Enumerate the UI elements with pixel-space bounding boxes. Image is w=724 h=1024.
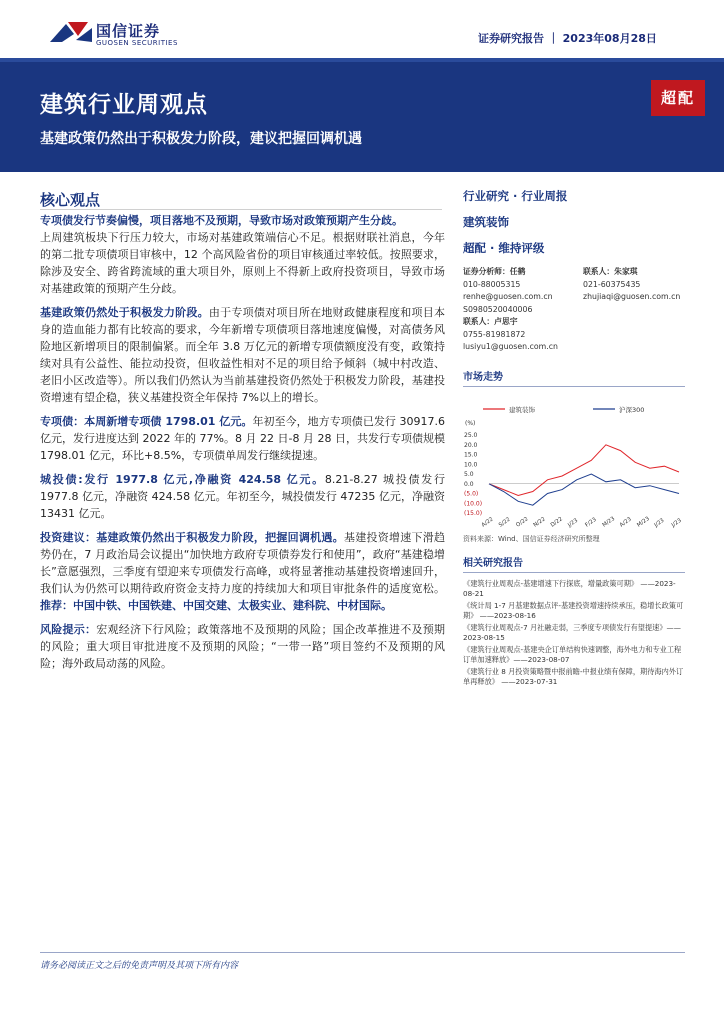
- related-report-item[interactable]: 《建筑行业周观点-基建增速下行探底，增量政策可期》 ——2023-08-21: [463, 579, 676, 598]
- x-tick-label: S/22: [497, 516, 512, 529]
- paragraph-body: 上周建筑板块下行压力较大，市场对基建政策端信心不足。根据财联社消息，今年的第二批专项债项目审核中，12 个高风险省份的项目审核通过率较低。按照要求，除涉及安全、跨省跨流域的重大项目外，原则上不得新上政府投资项目，导致市场对基建政策的预期产生分歧。: [40, 231, 445, 295]
- analyst-block: [463, 266, 581, 354]
- section-divider: [40, 209, 442, 210]
- series-line-construction: [489, 445, 679, 496]
- analyst-email[interactable]: renhe@guosen.com.cn: [463, 292, 553, 301]
- report-title: 建筑行业周观点: [40, 92, 208, 118]
- chart-source: 资料来源：Wind、国信证券经济研究所整理: [463, 535, 600, 543]
- contact2-name: 联系人：卢思宇: [463, 317, 518, 326]
- related-research-rule: [463, 572, 685, 573]
- paragraph-body: 基建投资增速下滑趋势仍在，7 月政治局会议提出“加快地方政府专项债券发行和使用”，政府“基建稳增长”意愿强烈，三季度有望迎来专项债发行高峰，或将显著推动基建投资增速回升，我们认为仍然可以期待政府资金支持力度的持续加大和项目审批条件的适度宽松。: [40, 531, 446, 595]
- series-line-csi300: [489, 474, 679, 505]
- analyst-cert: S0980520040006: [463, 304, 533, 314]
- paragraph-body: 宏观经济下行风险；政策落地不及预期的风险；国企改革推进不及预期的风险；重大项目审批进度不及预期的风险；“一带一路”项目签约不及预期的风险；海外政局动荡的风险。: [40, 623, 446, 670]
- rating-line: 超配 · 维持评级: [463, 241, 545, 255]
- legend-label: 建筑装饰: [509, 406, 535, 414]
- contact1-phone: 021-60375435: [583, 279, 641, 289]
- paragraph-policy-divergence: [40, 212, 445, 297]
- y-tick-label: (5.0): [464, 490, 479, 498]
- y-tick-label: (15.0): [464, 510, 483, 517]
- x-tick-label: J/23: [670, 517, 683, 529]
- paragraph-risk-warning: [40, 621, 445, 672]
- related-report-item[interactable]: 《建筑行业 8 月投资策略暨中报前瞻-中报业绩有保障，期待海内外订单再释放》 ——2023-07-31: [463, 667, 684, 686]
- report-tag: 证券研究报告 ｜ 2023年08月28日: [478, 32, 657, 45]
- logo-text-en: GUOSEN SECURITIES: [96, 39, 178, 47]
- paragraph-heading: 专项债：本周新增专项债 1798.01 亿元。: [40, 415, 253, 428]
- x-tick-label: O/22: [515, 516, 530, 529]
- related-report-item[interactable]: 《建筑行业周观点-7 月社融走弱，三季度专项债发行有望提速》——2023-08-15: [463, 623, 681, 642]
- section-title: 核心观点: [40, 191, 101, 209]
- logo-text-cn: 国信证券: [96, 22, 161, 40]
- logo-mark-icon: [48, 18, 94, 48]
- paragraph-urban-bonds: [40, 471, 445, 522]
- paragraph-heading: 基建政策仍然处于积极发力阶段。: [40, 306, 209, 319]
- paragraph-policy-active: [40, 304, 445, 406]
- legend-label: 沪深300: [619, 406, 645, 414]
- paragraph-heading: 专项债发行节奏偏慢，项目落地不及预期，导致市场对政策预期产生分歧。: [40, 214, 403, 227]
- analyst-phone: 010-88005315: [463, 279, 521, 289]
- chart-svg: [463, 395, 685, 530]
- contact1-email[interactable]: zhujiaqi@guosen.com.cn: [583, 292, 681, 301]
- y-tick-label: 20.0: [464, 441, 478, 449]
- x-tick-label: M/23: [601, 515, 617, 529]
- related-report-item[interactable]: 《建筑行业周观点-基建央企订单结构快速调整，海外电力和专业工程订单加速释放》——2023-08-07: [463, 645, 682, 664]
- x-tick-label: A/23: [618, 516, 633, 529]
- y-axis-unit: (%): [465, 420, 476, 427]
- y-tick-label: 5.0: [464, 471, 474, 478]
- footer-rule: [40, 952, 685, 953]
- x-tick-label: D/22: [549, 516, 564, 529]
- y-tick-label: 15.0: [464, 451, 478, 459]
- report-category: 行业研究 · 行业周报: [463, 189, 568, 203]
- banner-stripe: [0, 58, 724, 62]
- analyst-name: 证券分析师：任鹤: [463, 267, 526, 276]
- rating-badge: 超配: [651, 80, 705, 116]
- x-tick-label: F/23: [584, 516, 598, 529]
- x-tick-label: N/22: [532, 516, 547, 529]
- market-trend-title: 市场走势: [463, 372, 503, 383]
- sidebar: [463, 188, 685, 689]
- report-subtitle: 基建政策仍然出于积极发力阶段，建议把握回调机遇: [40, 131, 362, 147]
- market-trend-rule: [463, 386, 685, 387]
- paragraph-body: 年初至今，地方专项债已发行 30917.6 亿元，发行进度达到 2022 年的 77%。8 月 22 日-8 月 28 日，共发行专项债规模 1798.01 亿元，环比+8.5%，专项债单周发行继续提速。: [40, 415, 446, 462]
- x-tick-label: J/23: [653, 517, 666, 529]
- paragraph-special-bonds: [40, 413, 445, 464]
- core-views: [40, 212, 445, 679]
- related-research-title: 相关研究报告: [463, 558, 523, 569]
- paragraph-heading: 城投债:发行 1977.8 亿元,净融资 424.58 亿元。: [40, 473, 325, 486]
- y-tick-label: (10.0): [464, 500, 483, 508]
- recommendation-list: 推荐：中国中铁、中国铁建、中国交建、太极实业、建科院、中材国际。: [40, 599, 392, 612]
- paragraph-heading: 风险提示：: [40, 623, 97, 636]
- paragraph-investment-advice: [40, 529, 445, 614]
- contact2-phone: 0755-81981872: [463, 329, 526, 339]
- y-tick-label: 10.0: [464, 461, 478, 469]
- market-trend-chart: [463, 395, 685, 530]
- x-tick-label: J/23: [567, 517, 580, 529]
- x-tick-label: A/22: [480, 516, 495, 529]
- contact1-name: 联系人：朱家琪: [583, 267, 638, 276]
- contact2-email[interactable]: lusiyu1@guosen.com.cn: [463, 342, 558, 351]
- related-research-list: [463, 579, 685, 687]
- paragraph-body: 8.21-8.27 城投债发行 1977.8 亿元，净融资 424.58 亿元。年初至今，城投债发行 47235 亿元，净融资 13431 亿元。: [40, 473, 445, 520]
- contact1-block: [583, 266, 685, 304]
- analyst-contacts: [463, 266, 685, 358]
- y-tick-label: 25.0: [464, 432, 478, 439]
- related-report-item[interactable]: 《统计局 1-7 月基建数据点评-基建投资增速持续承压，稳增长政策可期》 ——2023-08-16: [463, 601, 684, 620]
- industry-name: 建筑装饰: [463, 215, 509, 229]
- paragraph-body: 由于专项债对项目所在地财政健康程度和项目本身的造血能力都有比较高的要求，今年新增专项债项目落地速度偏慢，对高债务风险地区新增项目的限制偏紧。而全年 3.8 万亿元的新增专项债额度没有变，政策持续对具有公益性、能拉动投资，但收益性相对不足的项目给予倾斜（城中村改造、老旧小区改造等）。所以我们仍然认为当前基建投资仍然处于积极发力阶段，基建投资增速有望企稳，狭义基建投资全年保持 7%以上的增长。: [40, 306, 446, 404]
- paragraph-heading: 投资建议：基建政策仍然出于积极发力阶段，把握回调机遇。: [40, 531, 344, 544]
- x-tick-label: M/23: [636, 515, 651, 529]
- footer-disclaimer: 请务必阅读正文之后的免责声明及其项下所有内容: [40, 961, 239, 971]
- y-tick-label: 0.0: [464, 480, 474, 488]
